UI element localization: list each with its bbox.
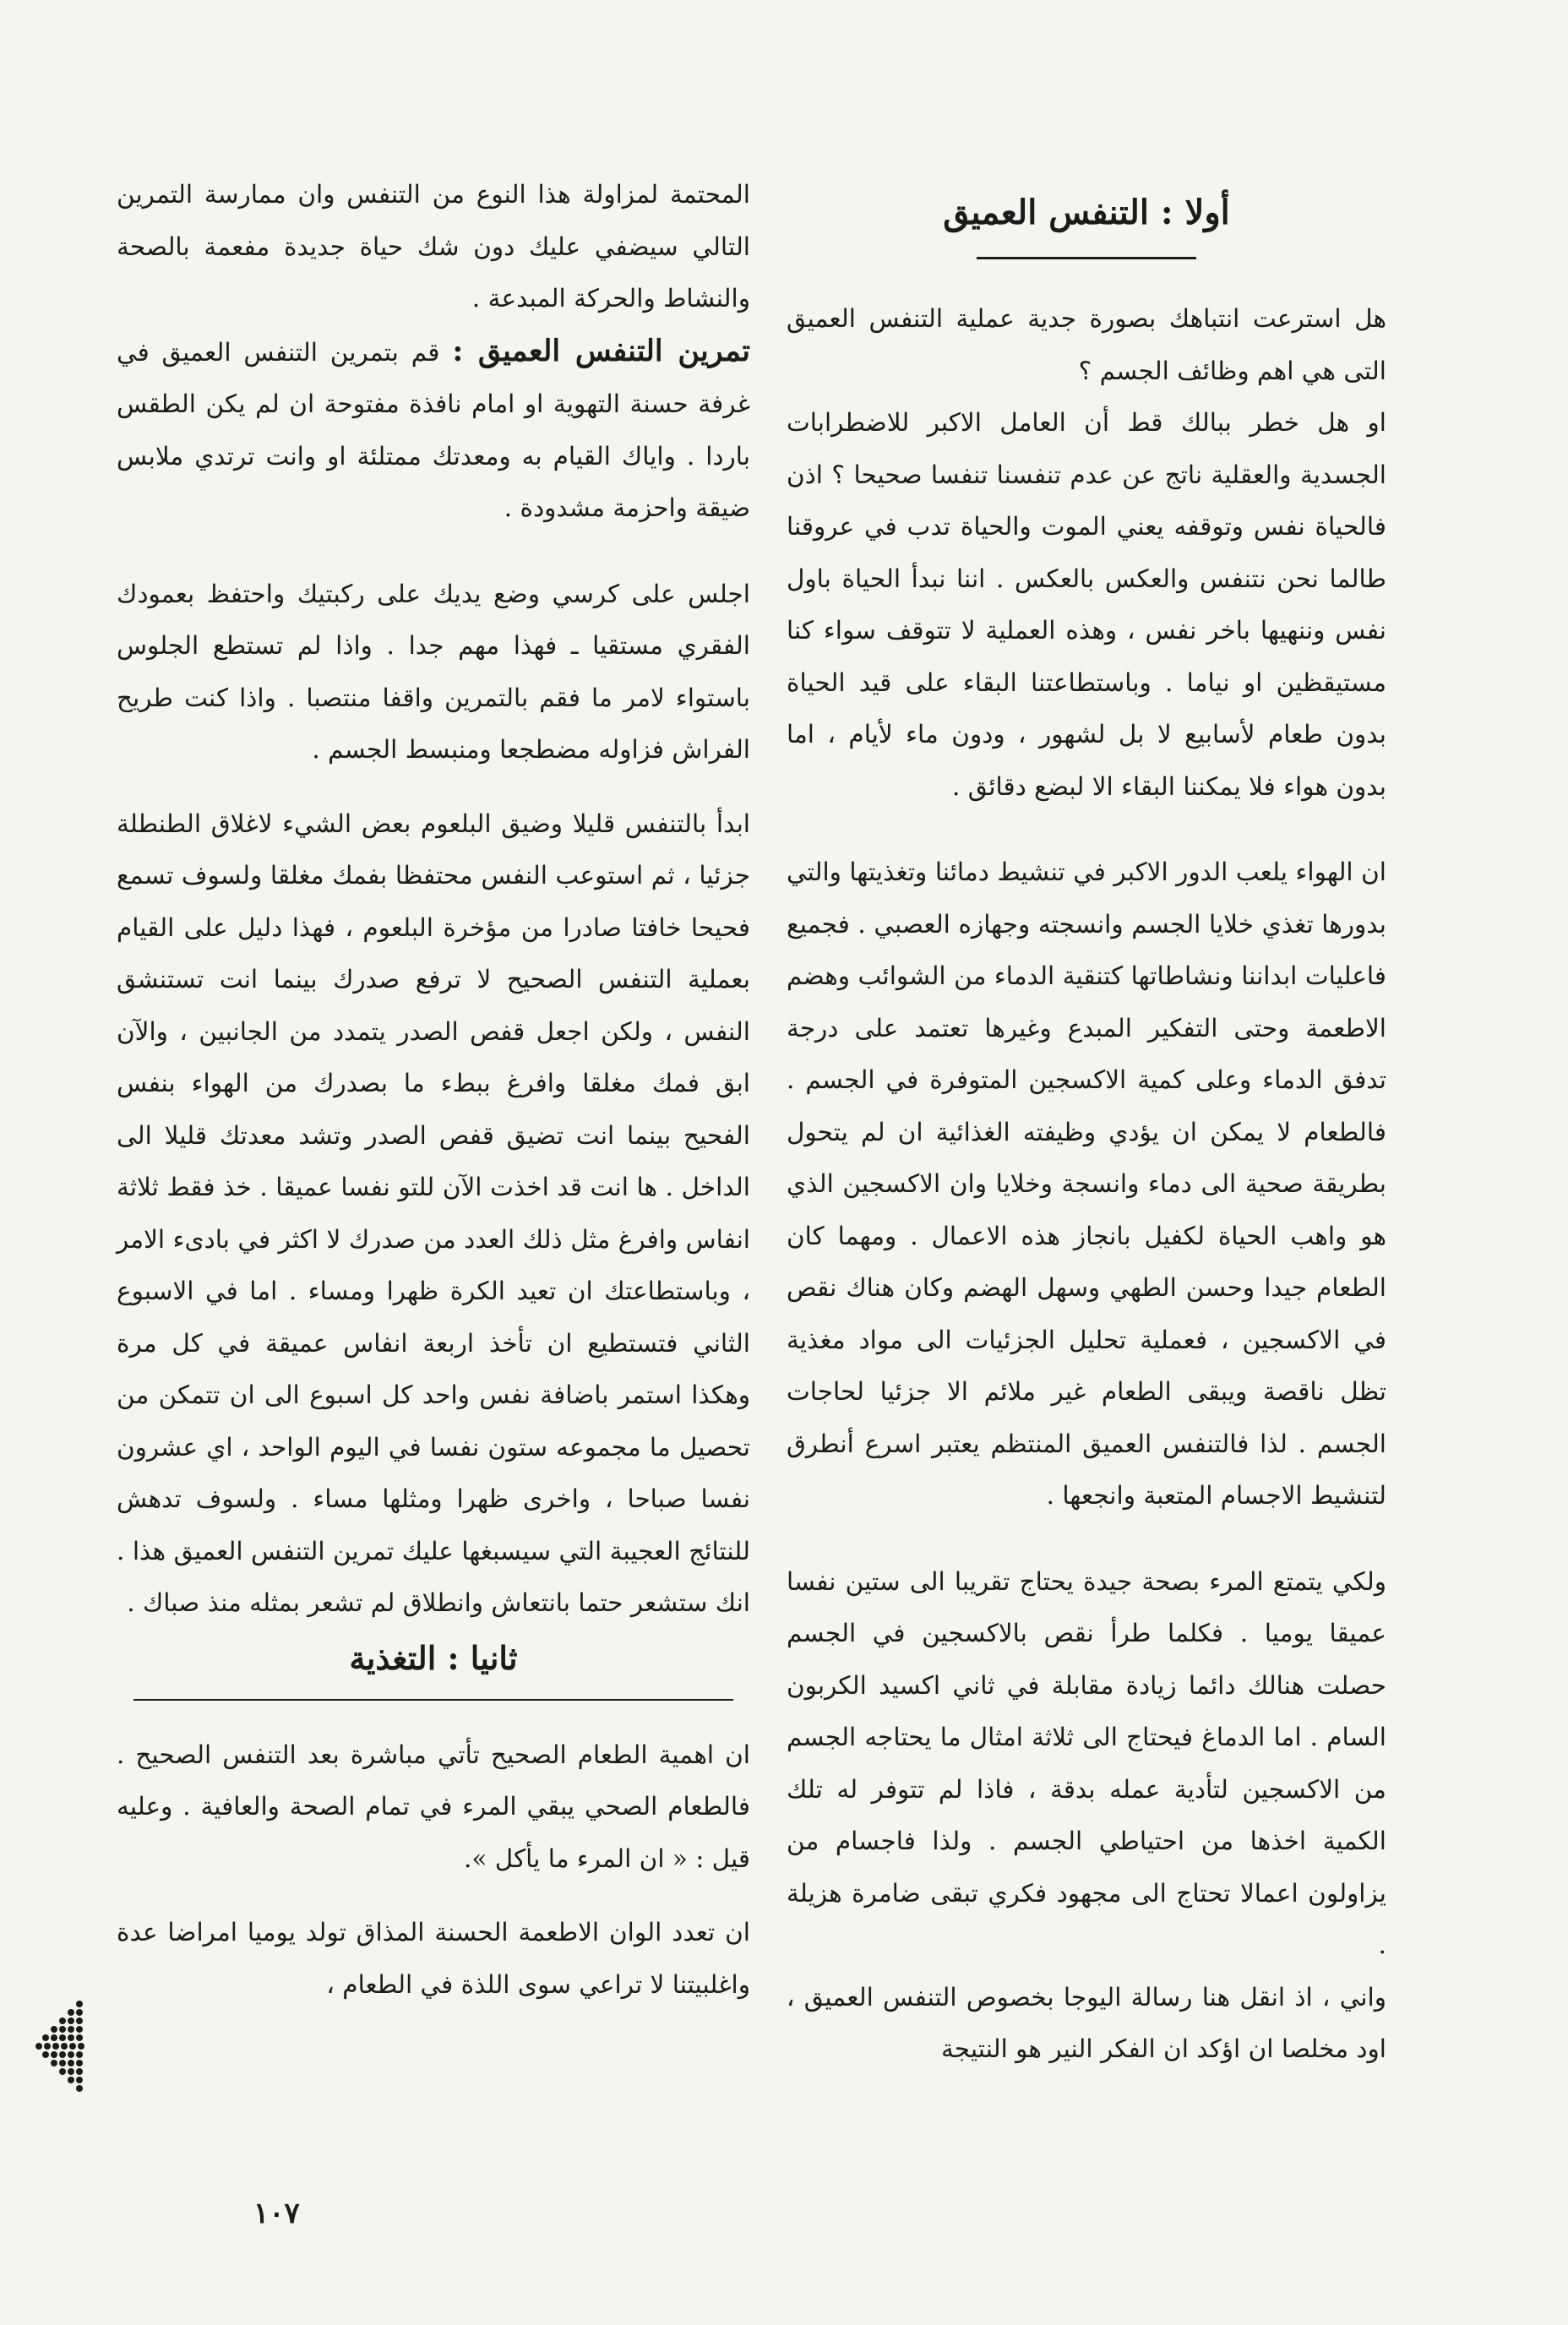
heading-underline — [977, 257, 1196, 259]
section-heading-nutrition: ثانيا : التغذية — [349, 1638, 518, 1677]
paragraph: ولكي يتمتع المرء بصحة جيدة يحتاج تقريبا الى ستين نفسا عميقا يوميا . فكلما طرأ نقص بالاكسجين في الجسم حصلت هنالك دائما زيادة مقابلة في ثاني اكسيد الكربون السام . اما الدماغ فيحتاج الى ثلاثة امثال ما يحتاجه الجسم من الاكسجين لتأدية عمله بدقة ، فاذا لم تتوفر له تلك الكمية اخذها من احتياطي الجسم . ولذا فاجسام من يزاولون اعمالا تحتاج الى مجهود فكري تبقى ضامرة هزيلة . — [787, 1566, 1386, 1959]
paragraph: ان تعدد الوان الاطعمة الحسنة المذاق تولد يوميا امراضا عدة واغلبيتنا لا تراعي سوى اللذة في الطعام ، — [117, 1918, 750, 1999]
paragraph: ان الهواء يلعب الدور الاكبر في تنشيط دمائنا وتغذيتها والتي بدورها تغذي خلايا الجسم وانسجته وجهازه العصبي . فجميع فاعليات ابداننا ونشاطاتها كتنقية الدماء من الشوائب وهضم الاطعمة وحتى التفكير المبدع وغيرها تعتمد على درجة تدفق الدماء وعلى كمية الاكسجين المتوفرة في الجسم . فالطعام لا يمكن ان يؤدي وظيفته الغذائية ان لم يتحول بطريقة صحية الى دماء وانسجة وخلايا وان الاكسجين الذي هو واهب الحياة لكفيل بانجاز هذه الاعمال . ومهما كان الطعام جيدا وحسن الطهي وسهل الهضم وكان هناك نقص في الاكسجين ، فعملية تحليل الجزئيات الى مواد مغذية تظل ناقصة ويبقى الطعام غير ملائم الا جزئيا لحاجات الجسم . لذا فالتنفس العميق المنتظم يعتبر اسرع أنطرق لتنشيط الاجسام المتعبة وانجعها . — [787, 858, 1386, 1510]
paragraph: ابدأ بالتنفس قليلا وضيق البلعوم بعض الشيء لاغلاق الطنطلة جزئيا ، ثم استوعب النفس محتفظا بفمك مغلقا ولسوف تسمع فحيحا خافتا صادرا من مؤخرة البلعوم ، فهذا دليل على القيام بعملية التنفس الصحيح لا ترفع صدرك بينما انت تستنشق النفس ، ولكن اجعل قفص الصدر يتمدد من الجانبين ، والآن ابق فمك مغلقا وافرغ ببطء ما بصدرك من الهواء بنفس الفحيح بينما انت تضيق قفص الصدر وتشد معدتك قليلا الى الداخل . ها انت قد اخذت الآن للتو نفسا عميقا . خذ فقط ثلاثة انفاس وافرغ مثل ذلك العدد من صدرك لا اكثر في بادىء الامر ، وباستطاعتك ان تعيد الكرة ظهرا ومساء . اما في الاسبوع الثاني فتستطيع ان تأخذ اربعة انفاس عميقة في كل مرة وهكذا استمر باضافة نفس واحد كل اسبوع الى ان تتمكن من تحصيل ما مجموعه ستون نفسا في اليوم الواحد ، اي عشرون نفسا صباحا ، واخرى ظهرا ومثلها مساء . ولسوف تدهش للنتائج العجيبة التي سيسبغها عليك تمرين التنفس العميق هذا . انك ستشعر حتما بانتعاش وانطلاق لم تشعر بمثله منذ صباك . — [117, 809, 750, 1617]
paragraph: اجلس على كرسي وضع يديك على ركبتيك واحتفظ بعمودك الفقري مستقيا ـ فهذا مهم جدا . واذا لم تستطع الجلوس باستواء لامر ما فقم بالتمرين واقفا منتصبا . واذا كنت طريح الفراش فزاوله مضطجعا ومنبسط الجسم . — [117, 579, 750, 764]
paragraph: ان اهمية الطعام الصحيح تأتي مباشرة بعد التنفس الصحيح . فالطعام الصحي يبقي المرء في تمام الصحة والعافية . وعليه قيل : « ان المرء ما يأكل ». — [117, 1740, 750, 1873]
paragraph: واني ، اذ انقل هنا رسالة اليوجا بخصوص التنفس العميق ، اود مخلصا ان اؤكد ان الفكر النير هو النتيجة — [787, 1982, 1386, 2063]
paragraph-continuation: المحتمة لمزاولة هذا النوع من التنفس وان ممارسة التمرين التالي سيضفي عليك دون شك حياة جديدة مفعمة بالصحة والنشاط والحركة المبدعة . — [117, 180, 750, 313]
page-number: ١٠٧ — [253, 2197, 300, 2230]
section-divider — [133, 1699, 733, 1701]
dot-ornament — [32, 1996, 86, 2097]
right-column — [787, 169, 1386, 2076]
paragraph: هل استرعت انتباهك بصورة جدية عملية التنفس العميق التى هي اهم وظائف الجسم ؟ — [787, 304, 1386, 385]
exercise-paragraph — [117, 325, 750, 535]
left-column — [117, 169, 750, 2011]
paragraph: او هل خطر ببالك قط أن العامل الاكبر للاضطرابات الجسدية والعقلية ناتج عن عدم تنفسنا تنفسا صحيحا ؟ اذن فالحياة نفس وتوقفه يعني الموت والحياة تدب في عروقنا طالما نحن نتنفس والعكس بالعكس . اننا نبدأ الحياة باول نفس وننهيها باخر نفس ، وهذه العملية لا تتوقف سواء كنا مستيقظين او نياما . وباستطاعتنا البقاء على قيد الحياة بدون طعام لأسابيع لا بل لشهور ، ودون ماء لأيام ، اما بدون هواء فلا يمكننا البقاء الا لبضع دقائق . — [787, 408, 1386, 801]
exercise-text: قم بتمرين التنفس العميق في غرفة حسنة التهوية او امام نافذة مفتوحة ان لم يكن الطقس باردا . واياك القيام به ومعدتك ممتلئة او وانت ترتدي ملابس ضيقة واحزمة مشدودة . — [117, 337, 750, 522]
section-heading-deep-breathing: أولا : التنفس العميق — [943, 193, 1230, 232]
exercise-title: تمرين التنفس العميق : — [452, 333, 750, 368]
